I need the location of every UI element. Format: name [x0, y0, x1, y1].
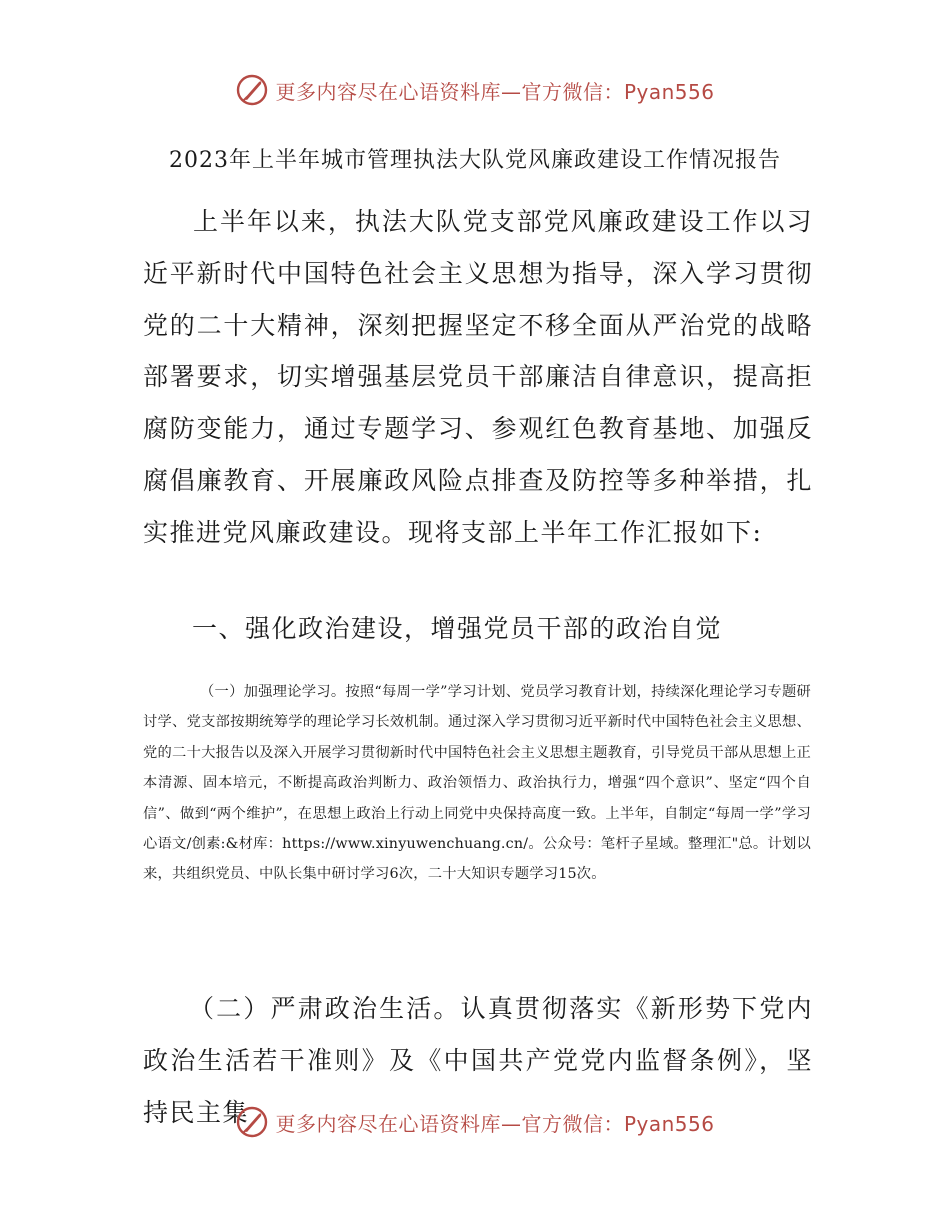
section-2-paragraph: （二）严肃政治生活。认真贯彻落实《新形势下党内政治生活若干准则》及《中国共产党党内监督条例》，坚持民主集: [143, 994, 813, 1127]
banner-text: 更多内容尽在心语资料库—官方微信：Pyan556: [275, 79, 715, 104]
header-banner: [0, 68, 950, 112]
quill-pen-icon: [235, 1105, 269, 1139]
banner-text: 更多内容尽在心语资料库—官方微信：Pyan556: [275, 1111, 715, 1136]
section-1-paragraph: （一）加强理论学习。按照“每周一学”学习计划、党员学习教育计划，持续深化理论学习专题研讨学、党支部按期统筹学的理论学习长效机制。通过深入学习贯彻习近平新时代中国特色社会主义思想、党的二十大报告以及深入开展学习贯彻新时代中国特色社会主义思想主题教育，引导党员干部从思想上正本清源、固本培元，不断提高政治判断力、政治领悟力、政治执行力，增强“四个意识”、坚定“四个自信”、做到“两个维护”，在思想上政治上行动上同党中央保持高度一致。上半年，自制定“每周一学”学习心语文/创素:&材库：https://www.xinyuwenchuang.cn/。公众号：笔杆子星域。整理汇"总。计划以来，共组织党员、中队长集中研讨学习6次，二十大知识专题学习15次。: [143, 684, 811, 883]
footer-banner: [0, 1100, 950, 1144]
intro-paragraph: 上半年以来，执法大队党支部党风廉政建设工作以习近平新时代中国特色社会主义思想为指导，深入学习贯彻党的二十大精神，深刻把握坚定不移全面从严治党的战略部署要求，切实增强基层党员干部廉洁自律意识，提高拒腐防变能力，通过专题学习、参观红色教育基地、加强反腐倡廉教育、开展廉政风险点排查及防控等多种举措，扎实推进党风廉政建设。现将支部上半年工作汇报如下:: [143, 207, 813, 547]
document-title: 2023年上半年城市管理执法大队党风廉政建设工作情况报告: [169, 148, 781, 173]
quill-pen-icon: [235, 73, 269, 107]
section-heading: 一、强化政治建设，增强党员干部的政治自觉: [192, 614, 723, 643]
